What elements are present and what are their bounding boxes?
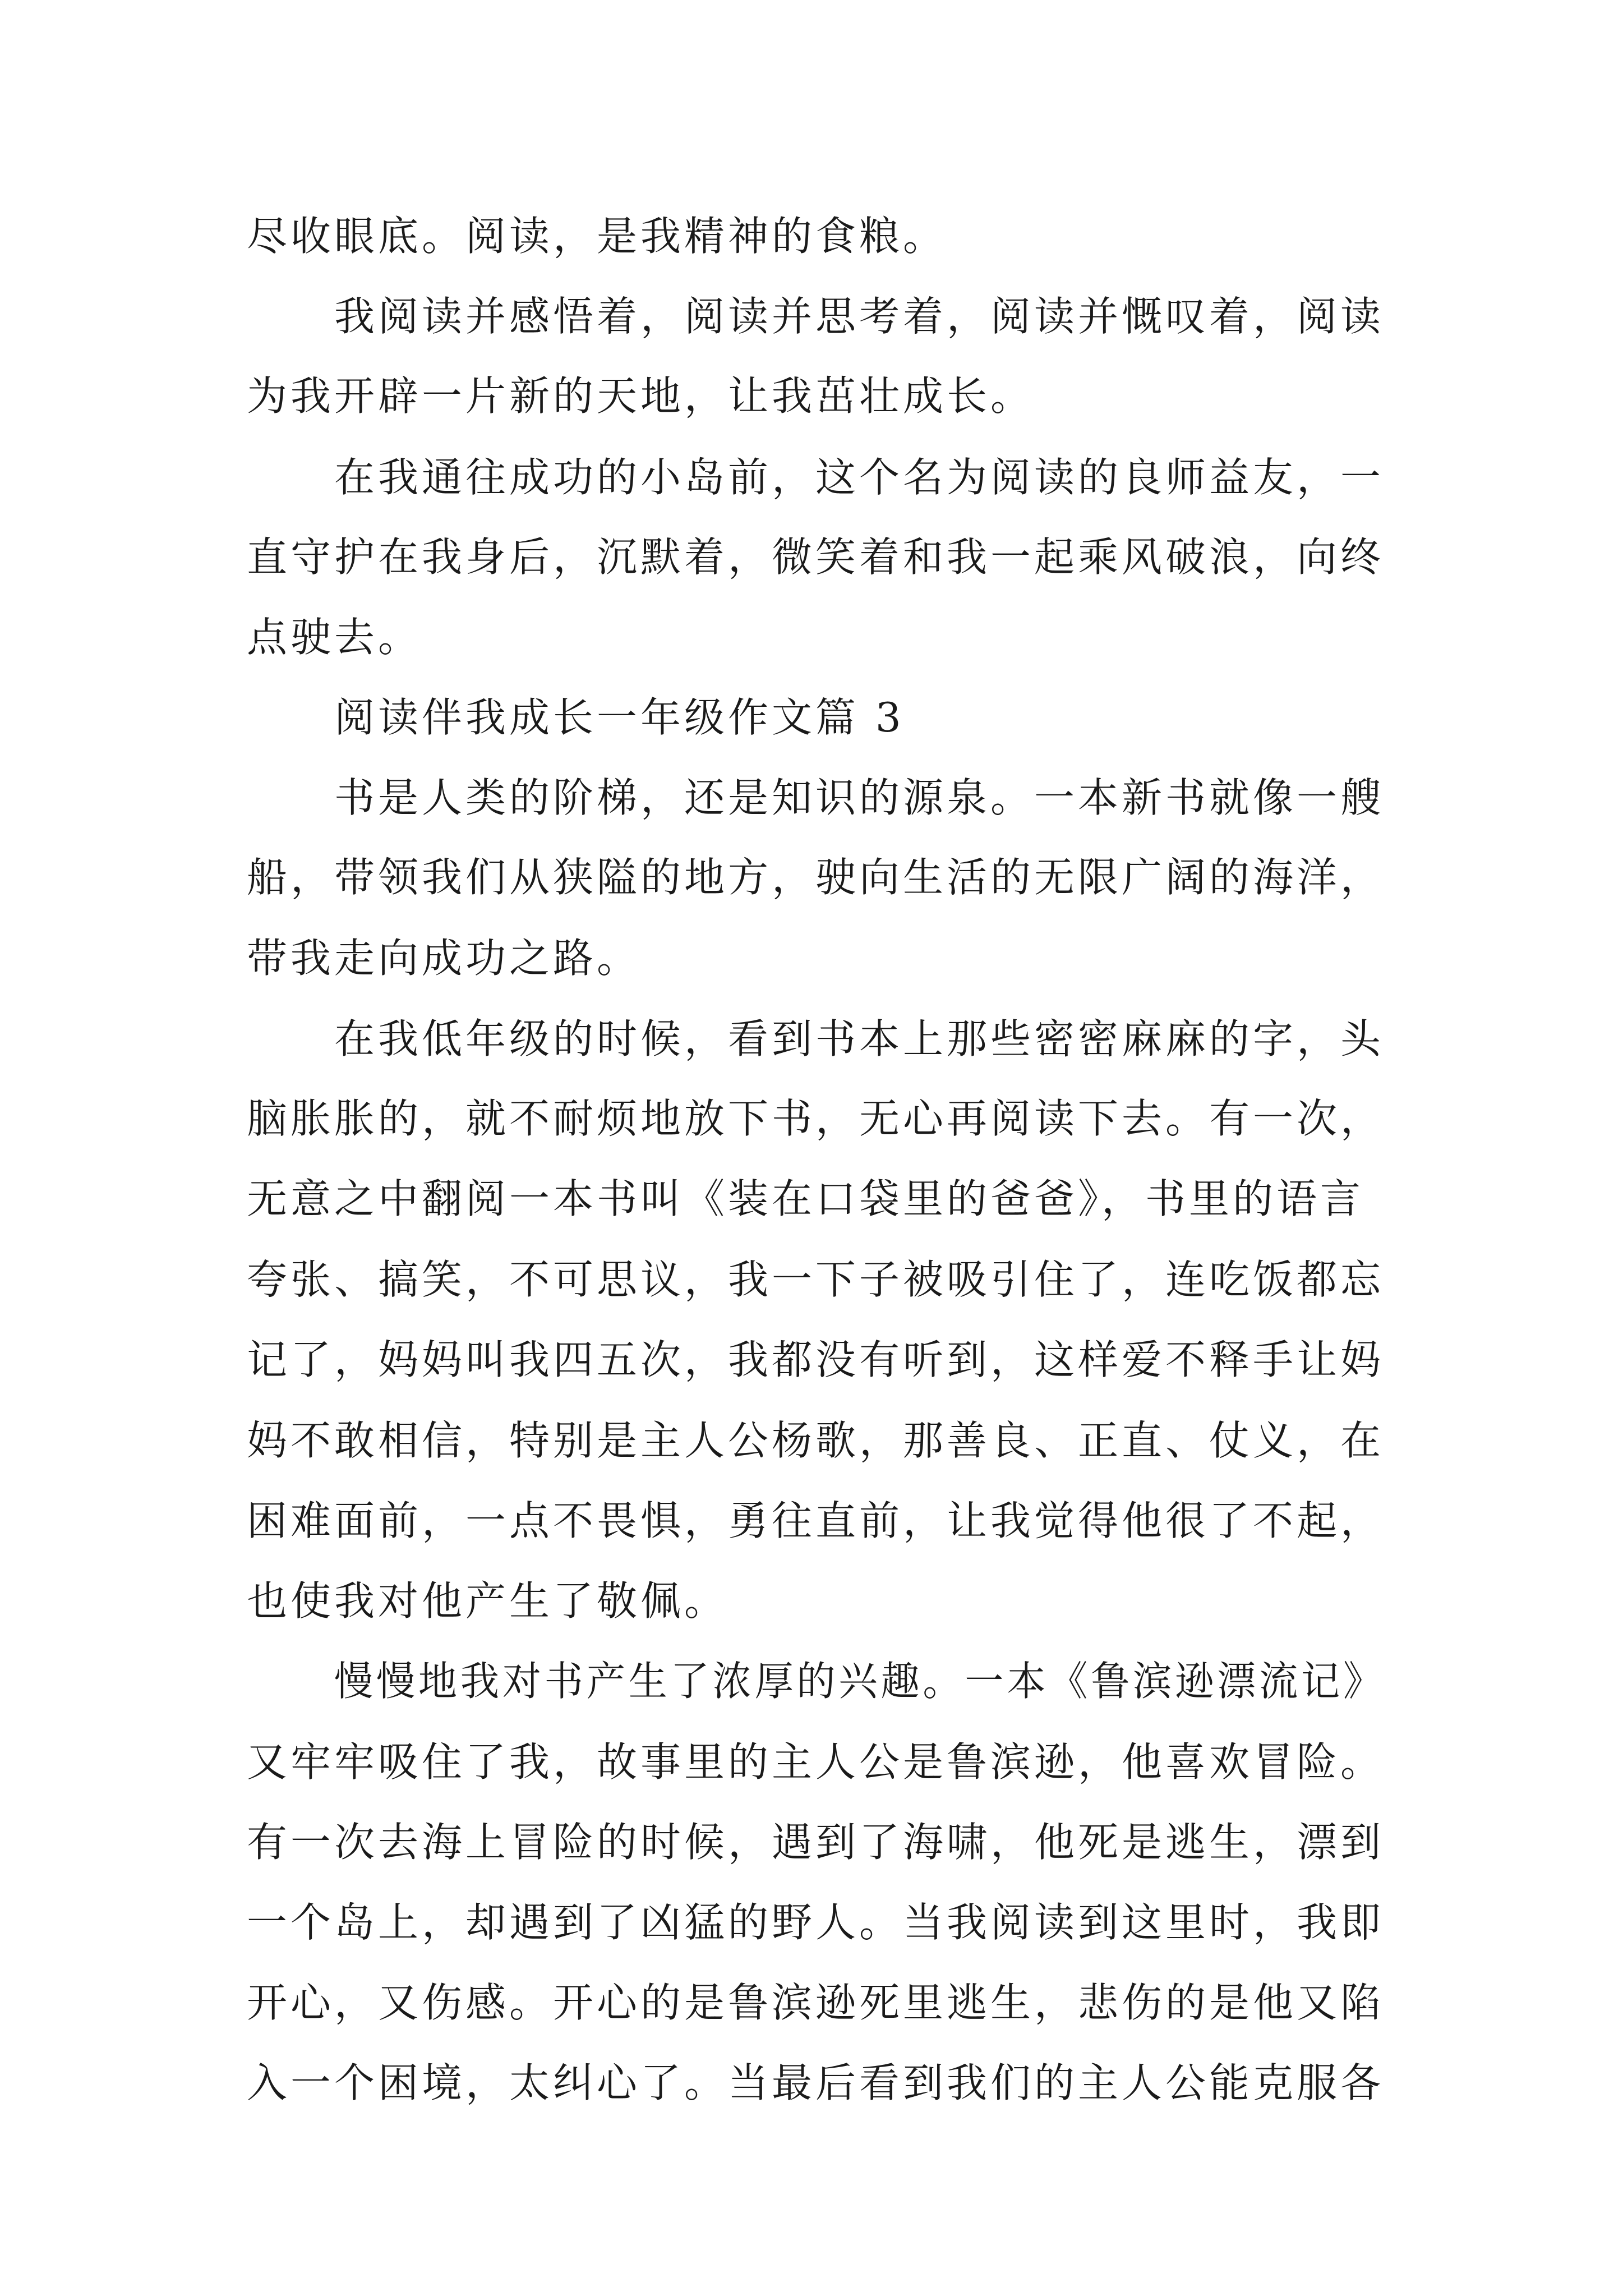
text-line-18: 也使我对他产生了敬佩。 bbox=[247, 1577, 728, 1625]
text-line-8: 书是人类的阶梯，还是知识的源泉。一本新书就像一艘 bbox=[334, 774, 1385, 821]
text-line-12: 脑胀胀的，就不耐烦地放下书，无心再阅读下去。有一次， bbox=[247, 1095, 1385, 1142]
text-line-21: 有一次去海上冒险的时候，遇到了海啸，他死是逃生，漂到 bbox=[247, 1819, 1385, 1866]
text-line-23: 开心，又伤感。开心的是鲁滨逊死里逃生，悲伤的是他又陷 bbox=[247, 1979, 1385, 2026]
text-line-20: 又牢牢吸住了我，故事里的主人公是鲁滨逊，他喜欢冒险。 bbox=[247, 1738, 1385, 1786]
text-line-4: 在我通往成功的小岛前，这个名为阅读的良师益友，一 bbox=[334, 454, 1385, 501]
text-line-17: 困难面前，一点不畏惧，勇往直前，让我觉得他很了不起， bbox=[247, 1497, 1385, 1544]
text-line-9: 船，带领我们从狭隘的地方，驶向生活的无限广阔的海洋， bbox=[247, 854, 1385, 901]
text-line-16: 妈不敢相信，特别是主人公杨歌，那善良、正直、仗义，在 bbox=[247, 1417, 1385, 1464]
text-line-13: 无意之中翻阅一本书叫《装在口袋里的爸爸》，书里的语言 bbox=[247, 1175, 1364, 1222]
text-line-19: 慢慢地我对书产生了浓厚的兴趣。一本《鲁滨逊漂流记》 bbox=[334, 1658, 1385, 1705]
text-line-5: 直守护在我身后，沉默着，微笑着和我一起乘风破浪，向终 bbox=[247, 533, 1385, 581]
text-line-1: 尽收眼底。阅读，是我精神的食粮。 bbox=[247, 213, 947, 260]
text-line-24: 入一个困境，太纠心了。当最后看到我们的主人公能克服各 bbox=[247, 2059, 1385, 2106]
text-line-11: 在我低年级的时候，看到书本上那些密密麻麻的字，头 bbox=[334, 1015, 1385, 1062]
text-line-22: 一个岛上，却遇到了凶猛的野人。当我阅读到这里时，我即 bbox=[247, 1899, 1385, 1946]
text-line-2: 我阅读并感悟着，阅读并思考着，阅读并慨叹着，阅读 bbox=[334, 293, 1385, 340]
text-line-14: 夸张、搞笑，不可思议，我一下子被吸引住了，连吃饭都忘 bbox=[247, 1256, 1385, 1303]
section-heading: 阅读伴我成长一年级作文篇 3 bbox=[334, 694, 905, 741]
text-line-15: 记了，妈妈叫我四五次，我都没有听到，这样爱不释手让妈 bbox=[247, 1336, 1385, 1383]
text-line-3: 为我开辟一片新的天地，让我茁壮成长。 bbox=[247, 372, 1035, 420]
text-line-10: 带我走向成功之路。 bbox=[247, 935, 641, 982]
text-line-6: 点驶去。 bbox=[247, 614, 422, 661]
